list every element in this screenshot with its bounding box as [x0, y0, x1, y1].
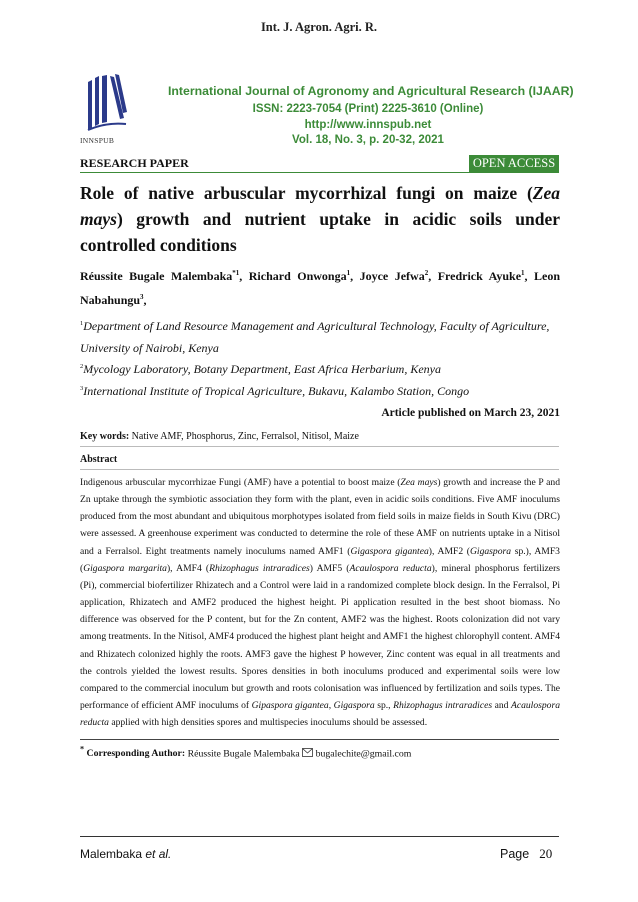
author-affiliation-marker: 3 — [140, 293, 144, 301]
abstract-text: applied with high densities spores and multispecies inoculums should be assessed. — [108, 717, 428, 729]
abstract-text: ), AMF2 ( — [428, 545, 470, 557]
keywords-divider — [80, 446, 559, 447]
running-head: Int. J. Agron. Agri. R. — [260, 20, 378, 34]
title-species: Zea mays — [80, 183, 560, 229]
author-list: Réussite Bugale Malembaka$^{*1}$, Richard Onwonga$^1$, Joyce Jefwa$^2$, Fredrick Ayuke$^1$, Leon Nabahungu$^3$, — [80, 269, 561, 307]
author-affiliation-marker: 1 — [346, 269, 351, 277]
paper-type-label: RESEARCH PAPER — [80, 156, 189, 170]
abstract-species-name: Gipaspora gigantea — [251, 700, 329, 712]
abstract-text: and — [492, 700, 511, 712]
innspub-logo-icon — [86, 72, 128, 134]
corresponding-label: Corresponding Author: — [86, 748, 186, 760]
corresponding-marker: * — [80, 745, 85, 754]
abstract-body — [80, 474, 560, 731]
keywords-label: Key words: — [80, 431, 130, 442]
page-number: 20 — [539, 846, 553, 861]
title-text-end: ) growth and nutrient uptake in acidic soils under controlled conditions — [80, 209, 560, 255]
keywords — [80, 431, 560, 442]
footer-page-label: Page — [500, 847, 530, 861]
affiliation-text: Mycology Laboratory, Botany Department, East Africa Herbarium, Kenya — [83, 362, 441, 376]
abstract-text: sp.), AMF3 ( — [80, 545, 560, 574]
affiliation-text: International Institute of Tropical Agriculture, Bukavu, Kalambo Station, Congo — [83, 384, 470, 398]
author-affiliation-marker: *1 — [232, 269, 240, 277]
footer-page — [500, 846, 560, 862]
abstract-species-name: Rhizophagus intraradices — [393, 700, 493, 712]
author-name: Richard Onwonga — [248, 269, 347, 283]
abstract-species-name: Gigaspora — [469, 545, 512, 557]
abstract-species-name: Acaulospora reducta — [80, 700, 561, 729]
abstract-heading: Abstract — [80, 454, 118, 465]
envelope-icon — [302, 748, 313, 757]
corresponding-email[interactable]: bugalechite@gmail.com — [313, 748, 412, 760]
corresponding-name: Réussite Bugale Malembaka — [185, 748, 303, 760]
footer-author-name: Malembaka — [80, 847, 146, 861]
abstract-species-name: Rhizophagus intraradices — [209, 562, 310, 574]
affiliation-3 — [80, 378, 560, 402]
journal-volume: Vol. 18, No. 3, p. 20-32, 2021 — [292, 134, 444, 146]
author-name: Fredrick Ayuke — [437, 269, 522, 283]
affiliation-marker: 2 — [80, 363, 84, 370]
abstract-species-name: Gigaspora gigantea — [350, 545, 429, 557]
journal-name: International Journal of Agronomy and Agricultural Research (IJAAR) — [168, 84, 574, 98]
footer-author — [80, 847, 171, 861]
open-access-badge: OPEN ACCESS — [469, 155, 559, 172]
header-divider — [80, 172, 559, 173]
abstract-species-name: Acaulospora reducta — [349, 562, 432, 574]
abstract-text: ) AMF5 ( — [309, 562, 350, 574]
journal-url[interactable]: http://www.innspub.net — [304, 119, 432, 131]
abstract-species-name: Gigaspora margarita — [83, 562, 167, 574]
paper-title — [80, 180, 560, 258]
abstract-text: ), AMF4 ( — [166, 562, 210, 574]
publication-date: Article published on March 23, 2021 — [381, 407, 560, 419]
author-affiliation-marker: 2 — [424, 269, 429, 277]
abstract-species-name: Zea mays — [400, 477, 438, 488]
abstract-text: ) growth and increase the P and Zn uptake through the symbiotic association they form with the plant, even in acidic soils conditions. Five AMF inoculums produced from the most abundant and ubiquitous morphotypes isolated from field soils in maize fields in South Kivu (DRC) were assessed. A greenhouse experiment was conducted to determine the role of these AMF on nutrients uptake in a Nitisol and a Ferralsol. Eight treatments namely inoculums named AMF1 ( — [80, 477, 561, 557]
author-name: Joyce Jefwa — [359, 269, 425, 283]
abstract-text: sp., — [374, 700, 394, 712]
affiliation-marker: 3 — [80, 385, 84, 392]
affiliation-1 — [80, 313, 560, 359]
abstract-divider — [80, 469, 559, 470]
footer-etal: et al. — [145, 847, 172, 861]
author-name: Leon Nabahungu — [80, 269, 561, 307]
title-text: Role of native arbuscular mycorrhizal fungi on maize ( — [80, 183, 533, 203]
affiliation-2 — [80, 356, 560, 380]
affiliation-text: Department of Land Resource Management and Agricultural Technology, Faculty of Agriculture, University of Nairobi, Kenya — [80, 319, 550, 355]
abstract-text: Indigenous arbuscular mycorrhizae Fungi (AMF) have a potential to boost maize ( — [80, 477, 401, 488]
affiliation-marker: 1 — [80, 320, 84, 327]
corresponding-divider — [80, 739, 559, 740]
corresponding-author — [80, 745, 560, 759]
footer-divider — [80, 836, 559, 837]
author-name: Réussite Bugale Malembaka — [80, 269, 233, 283]
abstract-text: ), mineral phosphorus fertilizers (Pi), commercial biofertilizer Rhizatech and a Control were laid in a randomized complete block design. In the Ferralsol, Pi application, Rhizatech and AMF2 produced the highest height. Pi application resulted in the best shoot biomass. No difference was observed for the P content, but for the Zn content, AMF2 was the highest. Roots colonization did not vary among treatments. In the Nitisol, AMF4 produced the highest plant height and AMF1 the highest chlorophyll content. AMF4 and Rhizatech colonized highly the roots. AMF3 gave the highest P however, Zinc content was equal in all treatments and the controls yielded the lowest results. Spores densities in both inoculums produced and experimental soils were low compared to the commercial inoculum but growth and roots colonisation was influenced by fertilization and soils types. The performance of efficient AMF inoculums of — [80, 562, 560, 712]
keywords-text: Native AMF, Phosphorus, Zinc, Ferralsol, Nitisol, Maize — [129, 431, 359, 442]
author-affiliation-marker: 1 — [521, 269, 525, 277]
logo-text: INNSPUB — [80, 136, 115, 145]
journal-issn: ISSN: 2223-7054 (Print) 2225-3610 (Online) — [252, 103, 484, 115]
abstract-species-name: Gigaspora — [333, 700, 375, 712]
abstract-text: , — [328, 700, 334, 712]
